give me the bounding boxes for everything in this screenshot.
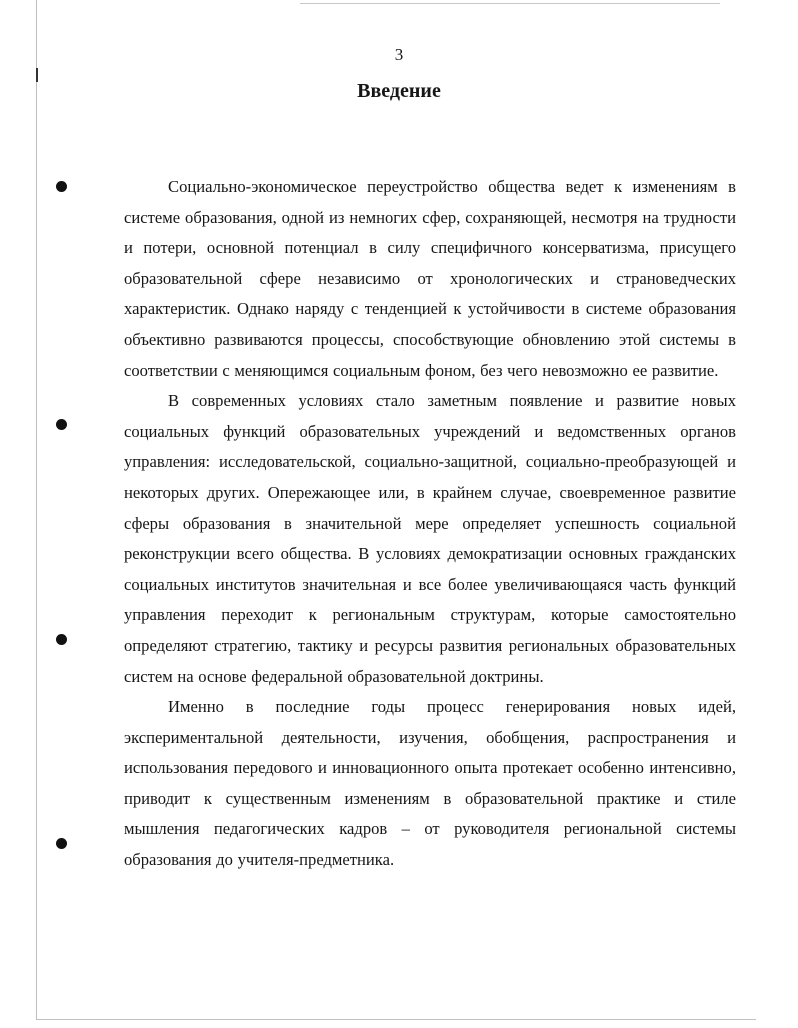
paragraph-1: Социально-экономическое переустройство общества ведет к изменениям в системе образования, одной из немногих сфер, сохраняющей, несмотря на трудности и потери, основной потенциал в силу специфичного консерватизма, присущего образовательной сфере независимо от хронологических и страноведческих характеристик. Однако наряду с тенденцией к устойчивости в системе образования объективно развиваются процессы, способствующие обновлению этой системы в соответствии с меняющимся социальным фоном, без чего невозможно ее развитие. (124, 177, 736, 380)
body-text (124, 172, 736, 876)
scan-top-line (300, 3, 720, 4)
page-title: Введение (357, 80, 441, 102)
punch-hole-dot (56, 838, 67, 849)
punch-hole-dot (56, 419, 67, 430)
scan-bottom-edge (36, 1019, 756, 1020)
paragraph-3: Именно в последние годы процесс генерирования новых идей, экспериментальной деятельности, изучения, обобщения, распространения и использования передового и инновационного опыта протекает особенно интенсивно, приводит к существенным изменениям в образовательной практике и стиле мышления педагогических кадров – от руководителя региональной системы образования до учителя-предметника. (124, 697, 736, 870)
punch-hole-dot (56, 634, 67, 645)
paragraph-2: В современных условиях стало заметным появление и развитие новых социальных функций образовательных учреждений и ведомственных органов управления: исследовательской, социально-защитной, социально-преобразующей и некоторых других. Опережающее или, в крайнем случае, своевременное развитие сферы образования в значительной мере определяет успешность социальной реконструкции всего общества. В условиях демократизации основных гражданских социальных институтов значительная и все более увеличивающаяся часть функций управления переходит к региональным структурам, которые самостоятельно определяют стратегию, тактику и ресурсы развития региональных образовательных систем на основе федеральной образовательной доктрины. (124, 391, 736, 686)
page-number: 3 (394, 45, 404, 64)
punch-hole-dot (56, 181, 67, 192)
scan-left-edge (36, 0, 37, 1020)
